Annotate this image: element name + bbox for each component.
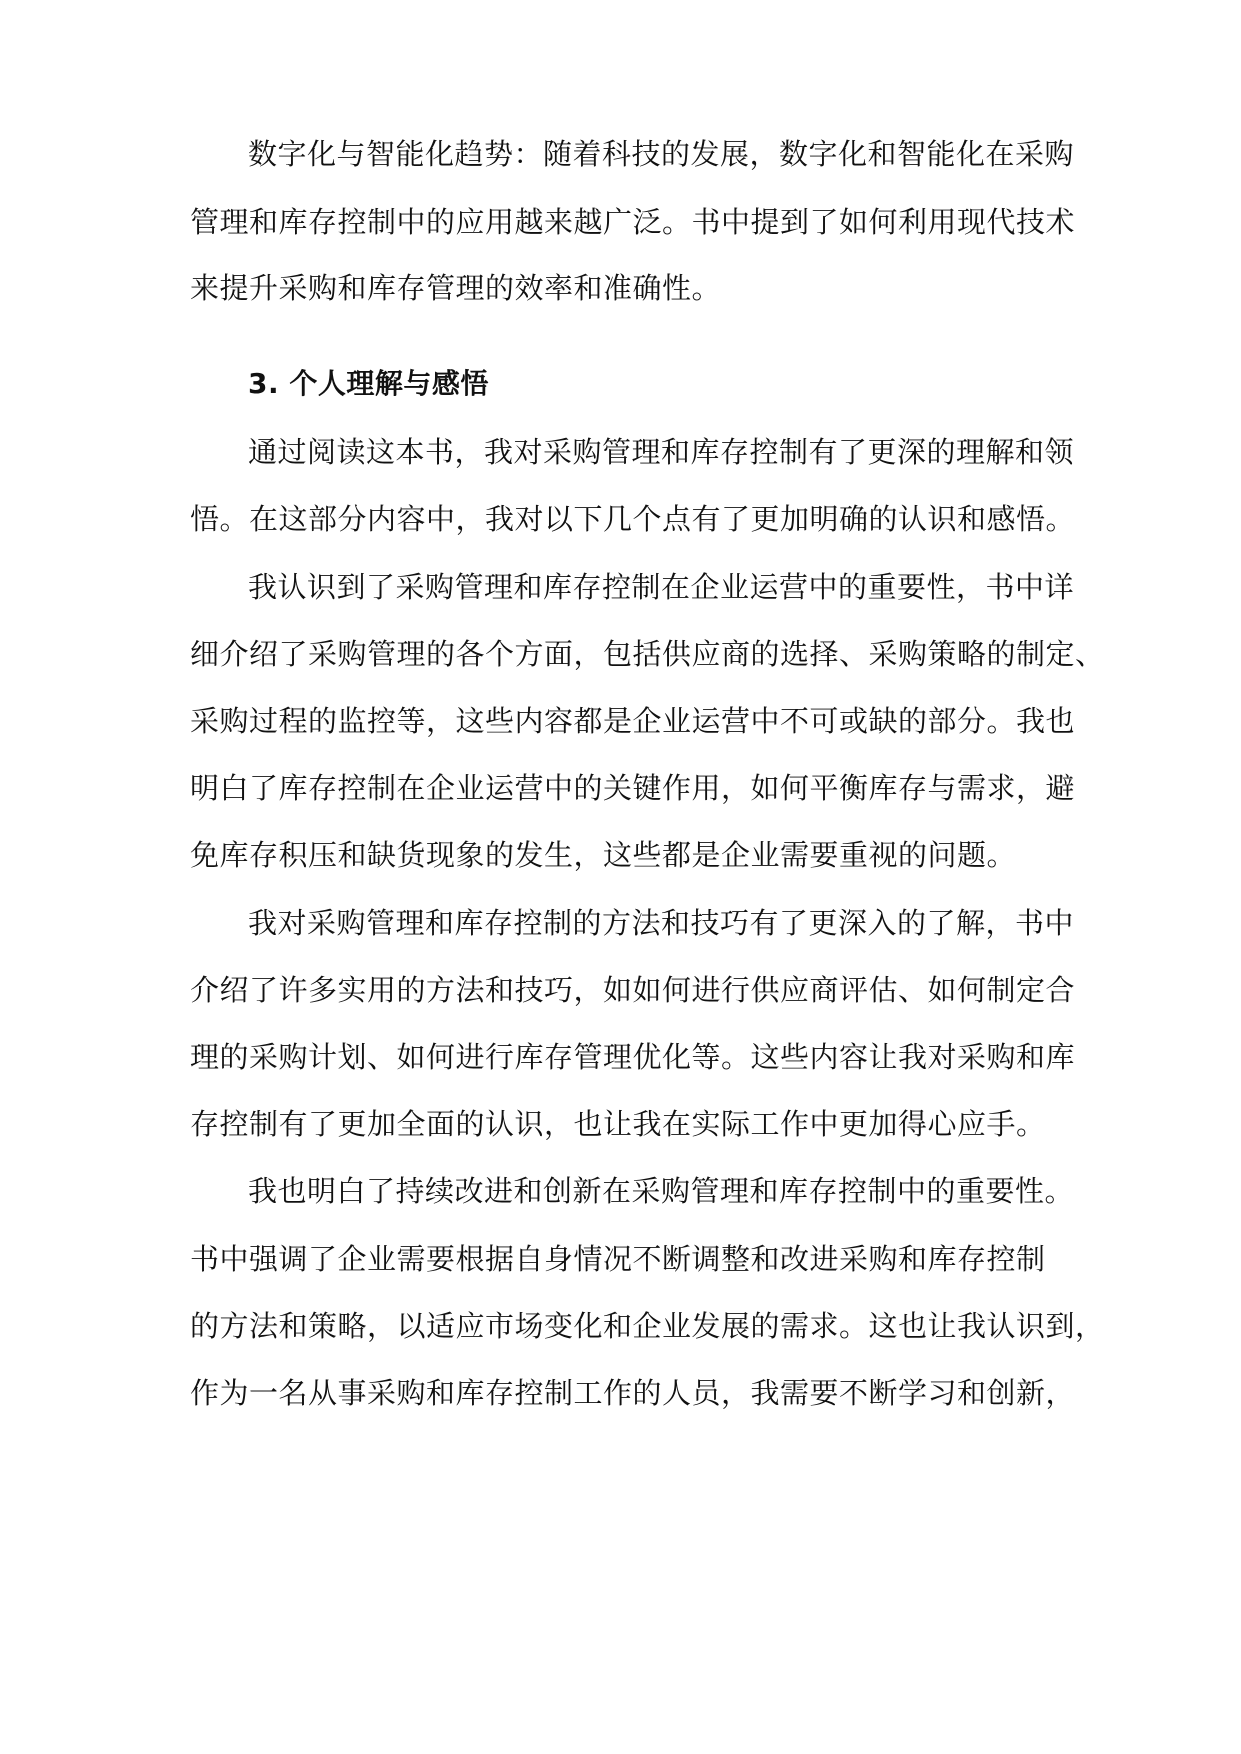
paragraph-line: 介绍了许多实用的方法和技巧，如如何进行供应商评估、如何制定合 xyxy=(190,973,1076,1007)
paragraph-line: 存控制有了更加全面的认识，也让我在实际工作中更加得心应手。 xyxy=(190,1107,1046,1141)
paragraph-line: 来提升采购和库存管理的效率和准确性。 xyxy=(190,271,722,305)
paragraph-line: 我也明白了持续改进和创新在采购管理和库存控制中的重要性。 xyxy=(248,1174,1075,1208)
paragraph-line: 通过阅读这本书，我对采购管理和库存控制有了更深的理解和领 xyxy=(248,435,1075,469)
paragraph-line: 我认识到了采购管理和库存控制在企业运营中的重要性，书中详 xyxy=(248,570,1075,604)
paragraph-line: 数字化与智能化趋势：随着科技的发展，数字化和智能化在采购 xyxy=(248,137,1075,171)
paragraph-line: 书中强调了企业需要根据自身情况不断调整和改进采购和库存控制 xyxy=(190,1242,1046,1276)
paragraph-line: 细介绍了采购管理的各个方面，包括供应商的选择、采购策略的制定、 xyxy=(190,637,1105,671)
paragraph-line: 免库存积压和缺货现象的发生，这些都是企业需要重视的问题。 xyxy=(190,838,1017,872)
paragraph-line: 悟。在这部分内容中，我对以下几个点有了更加明确的认识和感悟。 xyxy=(190,502,1076,536)
paragraph-line: 的方法和策略，以适应市场变化和企业发展的需求。这也让我认识到， xyxy=(190,1309,1105,1343)
section-heading: 3. 个人理解与感悟 xyxy=(248,367,489,400)
paragraph-line: 明白了库存控制在企业运营中的关键作用，如何平衡库存与需求，避 xyxy=(190,771,1076,805)
paragraph-line: 作为一名从事采购和库存控制工作的人员，我需要不断学习和创新， xyxy=(190,1376,1076,1410)
paragraph-line: 管理和库存控制中的应用越来越广泛。书中提到了如何利用现代技术 xyxy=(190,205,1076,239)
paragraph-line: 采购过程的监控等，这些内容都是企业运营中不可或缺的部分。我也 xyxy=(190,704,1076,738)
paragraph-line: 我对采购管理和库存控制的方法和技巧有了更深入的了解，书中 xyxy=(248,906,1075,940)
paragraph-line: 理的采购计划、如何进行库存管理优化等。这些内容让我对采购和库 xyxy=(190,1040,1076,1074)
